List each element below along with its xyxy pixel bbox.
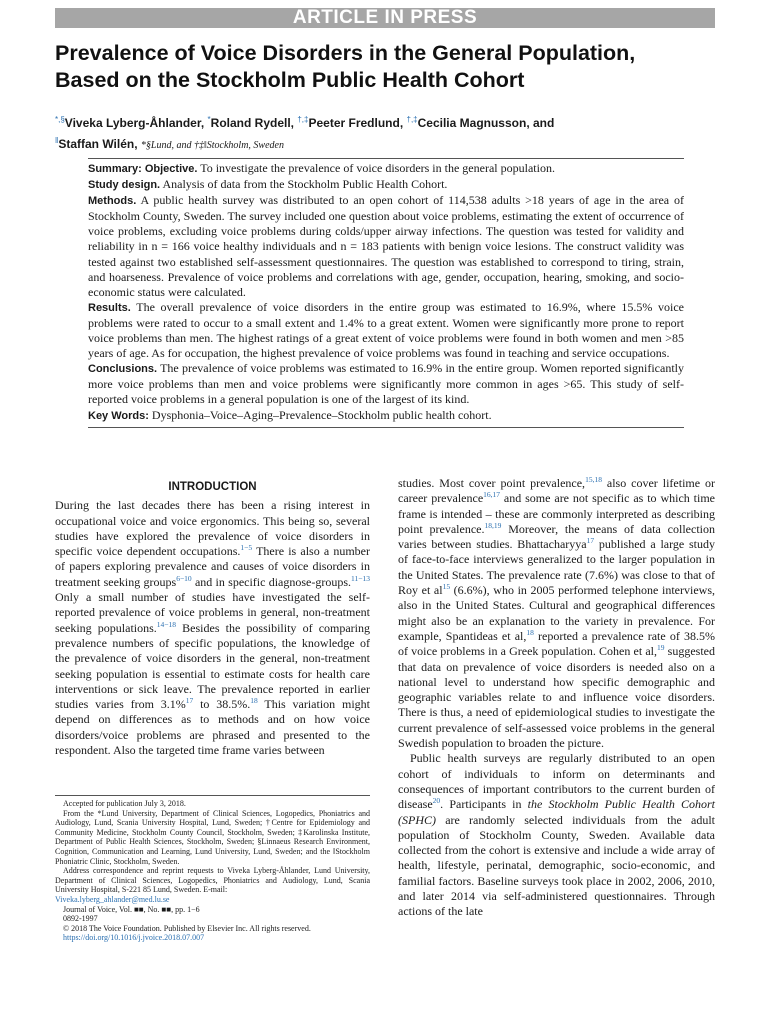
doi-link[interactable]: https://doi.org/10.1016/j.jvoice.2018.07.007 xyxy=(63,933,205,943)
copyright-notice: © 2018 The Voice Foundation. Published by Elsevier Inc. All rights reserved. xyxy=(63,923,311,933)
affiliations-footnote: From the *Lund University, Department of Clinical Sciences, Logopedics, Phoniatrics and Audiology, Lund, Scania University Hospital, Lund, Sweden; †Centre for Epidemiology and Community Medicine, Stockholm County Council, Stockholm, Sweden; ‡Karolinska Institute, Department of Public Health Sciences, Stockholm, Sweden; §Linnaeus Research Environment, Cognition, Communication and Learning, Lund University, Lund, Sweden; and the ‖Stockholm Phoniatric Clinic, Stockholm, Sweden. xyxy=(55,808,370,866)
abstract-methods xyxy=(88,193,684,300)
citation-link[interactable]: 18 xyxy=(526,627,534,637)
author-2-marker: * xyxy=(207,115,211,124)
conclusions-label: Conclusions. xyxy=(88,363,158,376)
citation-link[interactable]: 17 xyxy=(185,696,194,706)
title-line-1: Prevalence of Voice Disorders in the General Population, xyxy=(55,41,636,65)
author-1-marker: *,§ xyxy=(55,115,65,124)
citation-link[interactable]: 18,19 xyxy=(484,520,502,530)
citation-link[interactable]: 20 xyxy=(432,796,441,806)
results-text: The overall prevalence of voice disorders in the entire group was estimated to 16.9%, where 15.5% voice problems were rated to occur to a small extent and 1.4% to a great extent. Women were significantly more prone to report voice problems than men. The highest ratings of a great extent of voice problems were found in both women and men >85 years of age. As for occupation, the highest prevalence of voice problems was found in teaching and service occupations. xyxy=(88,299,684,361)
p1-text-3: and in specific diagnose-groups. xyxy=(191,574,352,589)
author-list xyxy=(55,111,715,154)
title-line-2: Based on the Stockholm Public Health Cohort xyxy=(55,68,525,92)
keywords-text: Dysphonia–Voice–Aging–Prevalence–Stockholm public health cohort. xyxy=(151,407,492,422)
p2-text-8: suggested that data on prevalence of voice disorders is needed also on a national level to understand how specific demographic and geographic variables relate to and influence voice disorders. There is thus, a need of epidemiological studies to investigate the current prevalence of self-assessed voice problems in the general Swedish population to broaden the picture. xyxy=(398,644,715,751)
article-in-press-banner: ARTICLE IN PRESS xyxy=(55,8,715,28)
objective-label: Summary: Objective. xyxy=(88,163,198,175)
citation-link[interactable]: 15,18 xyxy=(585,475,602,484)
introduction-heading: INTRODUCTION xyxy=(168,481,257,493)
p2-text-4: Moreover, the means of data collection varies between studies. Bhattacharyya xyxy=(398,521,715,552)
p3-text-2: . Participants in xyxy=(440,797,528,812)
author-affiliations: *§Lund, and †‡‖Stockholm, Sweden xyxy=(140,140,284,151)
p3-text-3: are randomly selected individuals from the adult population of Stockholm County, Sweden. Available data collected from the cohort is extensive and include a wide array of health, lifestyle, perinatal, demographic, socio-economic, and familial factors. Baseline surveys took place in 2002, 2006, 2010, and later 2014 via self-administered questionnaires. Through actions of the late xyxy=(398,812,715,919)
p2-text-5: published a large study of face-to-face interviews generalized to the larger population in the United States. The prevalence rate (7.6%) was close to that of Roy et al xyxy=(398,537,715,598)
abstract-box xyxy=(88,158,684,428)
citation-link[interactable]: 18 xyxy=(250,696,258,706)
issn: 0892-1997 xyxy=(63,914,98,924)
accepted-date: Accepted for publication July 3, 2018. xyxy=(63,799,186,808)
intro-paragraph-1-continued xyxy=(398,476,715,751)
citation-link[interactable]: 15 xyxy=(442,582,451,592)
article-title xyxy=(55,40,715,94)
citation-link[interactable]: 1−5 xyxy=(240,543,253,553)
design-text: Analysis of data from the Stockholm Public Health Cohort. xyxy=(162,177,448,192)
p2-text-6: (6.6%), who in 2005 performed telephone interviews, also in the United States. Cultural and geographical differences might also be an explanation to the variety in prevalence. For example, Spantideas et al, xyxy=(398,583,715,643)
citation-link[interactable]: 14−18 xyxy=(156,619,177,629)
objective-text: To investigate the prevalence of voice disorders in the general population. xyxy=(200,161,555,175)
citation-link[interactable]: 19 xyxy=(657,643,665,653)
author-5-marker: ‖ xyxy=(55,136,59,145)
citation-link[interactable]: 11−13 xyxy=(351,573,370,583)
design-label: Study design. xyxy=(88,179,161,192)
p1-text-6: to 38.5%. xyxy=(193,697,251,712)
author-4-marker: †,‡ xyxy=(406,115,418,124)
p1-text-2: There is also a number of papers exploring prevalence and causes of voice disorders in treatment seeking groups xyxy=(55,544,370,589)
intro-paragraph-2 xyxy=(398,751,715,919)
author-3-marker: †,‡ xyxy=(297,115,309,124)
methods-label: Methods. xyxy=(88,195,137,208)
abstract-keywords xyxy=(88,408,684,424)
author-4: Cecilia Magnusson, and xyxy=(417,116,555,130)
p2-text-1: studies. Most cover point prevalence, xyxy=(398,476,586,490)
sphc-cohort-name: the Stockholm Public Health Cohort (SPHC) xyxy=(398,797,715,827)
right-column xyxy=(398,476,715,920)
author-2: Roland Rydell, xyxy=(210,116,298,130)
article-footnote xyxy=(55,795,370,943)
methods-text: A public health survey was distributed to an open cohort of 114,538 adults >18 years of age in the area of Stockholm County, Sweden. The survey included one question about voice problems, estimating the extent of occurrence of voice problems, excluding voice problems during colds/upper airway infections. The question was tested for validity and reliability in n = 166 voice healthy individuals and n = 183 patients with benign voice lesions. The construct validity was tested against two established self-assessment questionnaires. The question was established to correspond to tiring, strain, and hoarseness. Prevalence of voice problems and correlations with age, gender, occupation, hearing, smoking, and socio-economic status were calculated. xyxy=(88,193,685,299)
journal-citation: Journal of Voice, Vol. ■■, No. ■■, pp. 1−6 xyxy=(63,904,200,914)
citation-link[interactable]: 6−10 xyxy=(176,573,192,583)
p2-text-2: also cover lifetime or career prevalence xyxy=(398,476,715,506)
abstract-results xyxy=(88,300,684,361)
intro-paragraph-1 xyxy=(55,498,370,758)
abstract-objective xyxy=(88,161,684,177)
p1-text-5: Besides the possibility of comparing prevalence numbers of specific populations, the knowledge of the prevalence of voice disorders in the general, non-treatment seeking population is essential to estimate costs for health care interventions or sick leave. The prevalence reported in earlier studies varies from 3.1% xyxy=(55,620,371,712)
abstract-design xyxy=(88,177,684,193)
results-label: Results. xyxy=(88,301,131,314)
citation-link[interactable]: 16,17 xyxy=(483,490,501,500)
correspondence-email-link[interactable]: Viveka.lyberg_ahlander@med.lu.se xyxy=(55,894,170,904)
p2-text-7: reported a prevalence rate of 38.5% of voice problems in a Greek population. Cohen et al, xyxy=(398,628,715,659)
abstract-conclusions xyxy=(88,361,684,407)
left-column xyxy=(55,480,370,758)
citation-link[interactable]: 17 xyxy=(586,536,595,546)
correspondence-note: Address correspondence and reprint requests to Viveka Lyberg-Åhlander, Lund University, Department of Clinical Sciences, Logopedics, Phoniatrics and Audiology, Lund, Scania University Hospital, S-221 85 Lund, Sweden. E-mail: xyxy=(55,866,370,895)
keywords-label: Key Words: xyxy=(88,409,149,422)
author-1: Viveka Lyberg-Åhlander, xyxy=(64,116,208,130)
author-5: Staffan Wilén, xyxy=(58,137,141,151)
p2-text-3: and some are not specific as to which time frame is intended – these are commonly interpreted as describing point prevalence. xyxy=(398,491,715,536)
p1-text-1: During the last decades there has been a rising interest in occupational voice and voice ergonomics. This being so, several studies have explored the prevalence of voice disorders in specific voice dependent occupations. xyxy=(55,498,370,559)
conclusions-text: The prevalence of voice problems was estimated to 16.9% in the entire group. Women reported significantly more voice problems than men and voice problems were significantly more common in ages >65. This study of self-reported voice problems in a general population is one of the largest of its kind. xyxy=(88,361,684,407)
p1-text-7: This variation might depend on differences as to methods and on how voice disorders/voice problems are phrased and presented to the respondent. Also the targeted time frame varies between xyxy=(55,697,370,758)
p3-text-1: Public health surveys are regularly distributed to an open cohort of individuals to inform on determinants and consequences of important contributors to the current burden of disease xyxy=(398,751,715,812)
p1-text-4: Only a small number of studies have investigated the self-reported prevalence of voice problems in general, non-treatment seeking populations. xyxy=(55,590,370,635)
author-3: Peeter Fredlund, xyxy=(308,116,407,130)
